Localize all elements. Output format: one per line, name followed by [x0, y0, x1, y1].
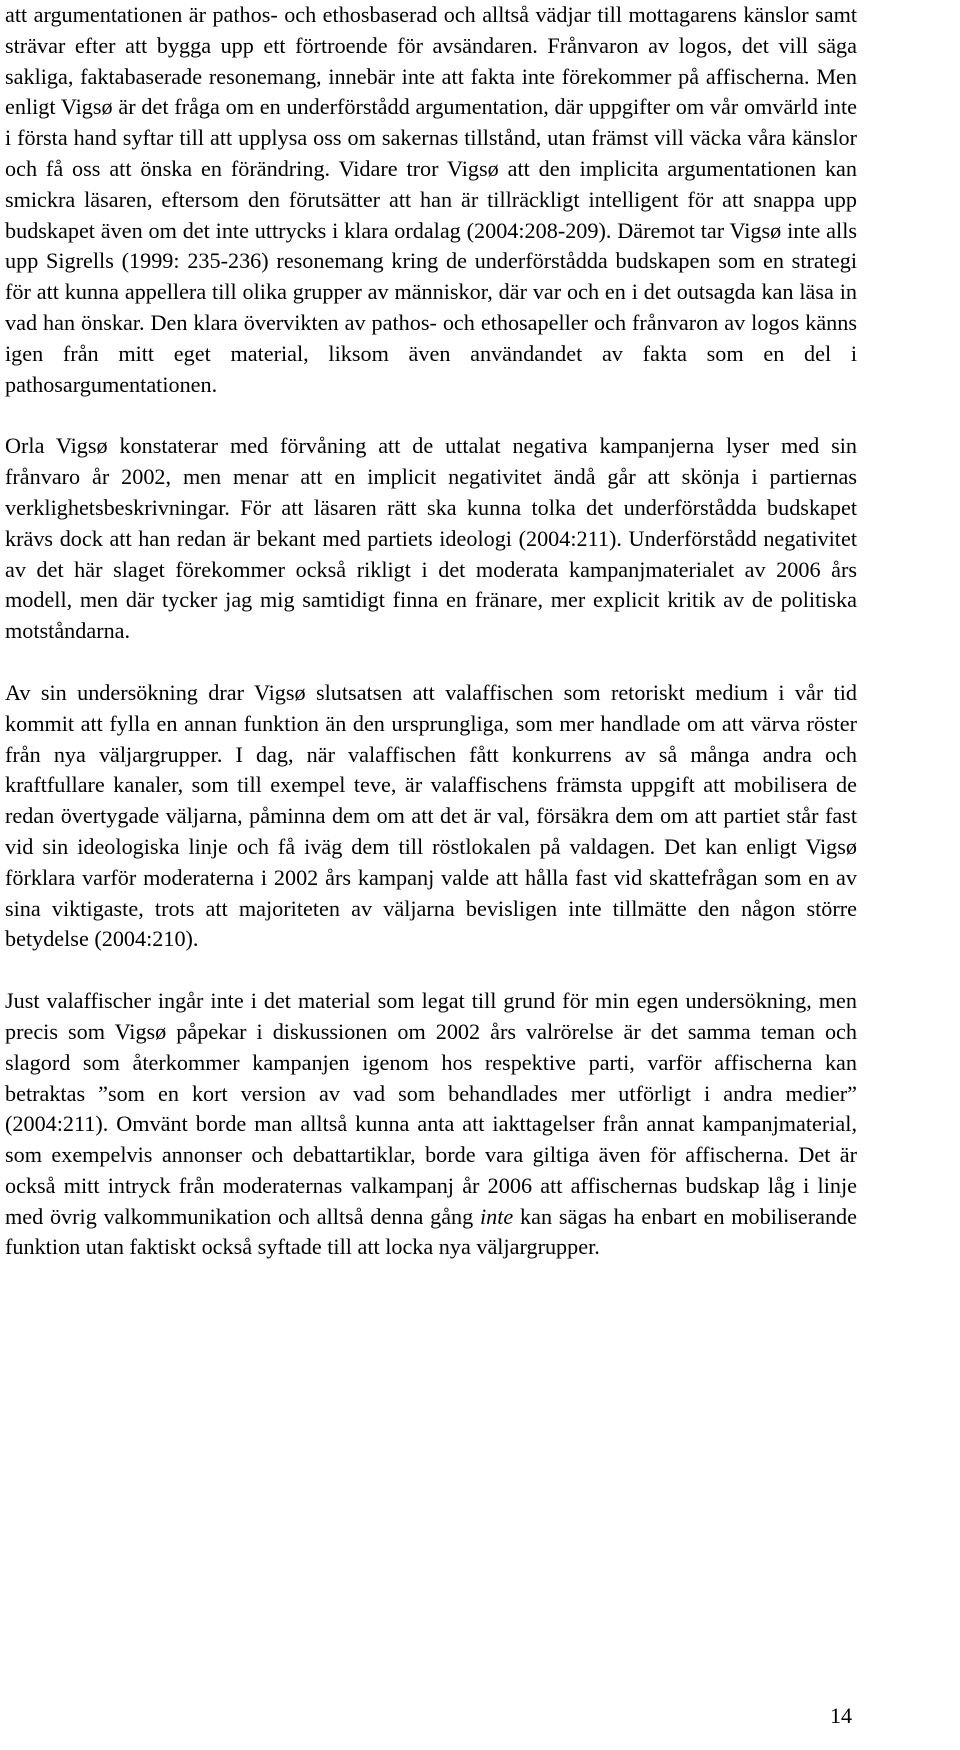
paragraph-1-text: att argumentationen är pathos- och ethosbaserad och alltså vädjar till mottagarens känslor samt strävar efter att bygga upp ett förtroende för avsändaren. Frånvaron av logos, det vill säga sakliga, faktabaserade resonemang, innebär inte att fakta inte förekommer på affischerna. Men enligt Vigsø är det fråga om en underförstådd argumentation, där uppgifter om vår omvärld inte i första hand syftar till att upplysa oss om sakernas tillstånd, utan främst vill väcka våra känslor och få oss att önska en förändring. Vidare tror Vigsø att den implicita argumentationen kan smickra läsaren, eftersom den förutsätter att han är tillräckligt intelligent för att snappa upp budskapet även om det inte uttrycks i klara ordalag (2004:208-209). Däremot tar Vigsø inte alls upp Sigrells (1999: 235-236) resonemang kring de underförstådda budskapen som en strategi för att kunna appellera till olika grupper av människor, där var och en i det outsagda kan läsa in vad han önskar. Den klara övervikten av pathos- och ethosapeller och frånvaron av logos känns igen från mitt eget material, liksom även användandet av fakta som en del i pathosargumentationen. [5, 2, 857, 397]
paragraph-3-text: Av sin undersökning drar Vigsø slutsatsen att valaffischen som retoriskt medium i vår tid kommit att fylla en annan funktion än den ursprungliga, som mer handlade om att värva röster från nya väljargrupper. I dag, när valaffischen fått konkurrens av så många andra och kraftfullare kanaler, som till exempel teve, är valaffischens främsta uppgift att mobilisera de redan övertygade väljarna, påminna dem om att det är val, försäkra dem om att partiet står fast vid sin ideologiska linje och få iväg dem till röstlokalen på valdagen. Det kan enligt Vigsø förklara varför moderaterna i 2002 års kampanj valde att hålla fast vid skattefrågan som en av sina viktigaste, trots att majoriteten av väljarna bevisligen inte tillmätte den någon större betydelse (2004:210). [5, 679, 857, 952]
page-number: 14 [830, 1703, 852, 1728]
document-page [5, 0, 857, 1263]
paragraph-2-text: Orla Vigsø konstaterar med förvåning att de uttalat negativa kampanjerna lyser med sin frånvaro år 2002, men menar att en implicit negativitet ändå går att skönja i partiernas verklighetsbeskrivningar. För att läsaren rätt ska kunna tolka det underförstådda budskapet krävs dock att han redan är bekant med partiets ideologi (2004:211). Underförstådd negativitet av det här slaget förekommer också rikligt i det moderata kampanjmaterialet av 2006 års modell, men där tycker jag mig samtidigt finna en fränare, mer explicit kritik av de politiska motståndarna. [5, 433, 857, 644]
emphasized-word: inte [480, 1203, 514, 1229]
paragraph-4-text-end: kan sägas ha enbart en mobiliserande funktion utan faktiskt också syftade till att locka nya väljargrupper. [5, 1203, 857, 1260]
paragraph-3 [5, 678, 857, 955]
paragraph-1 [5, 0, 857, 400]
paragraph-2 [5, 431, 857, 647]
paragraph-4 [5, 986, 857, 1263]
paragraph-4-text-start: Just valaffischer ingår inte i det material som legat till grund för min egen undersökning, men precis som Vigsø påpekar i diskussionen om 2002 års valrörelse är det samma teman och slagord som återkommer kampanjen igenom hos respektive parti, varför affischerna kan betraktas ”som en kort version av vad som behandlades mer utförligt i andra medier” (2004:211). Omvänt borde man alltså kunna anta att iakttagelser från annat kampanjmaterial, som exempelvis annonser och debattartiklar, borde vara giltiga även för affischerna. Det är också mitt intryck från moderaternas valkampanj år 2006 att affischernas budskap låg i linje med övrig valkommunikation och alltså denna gång [5, 988, 857, 1229]
